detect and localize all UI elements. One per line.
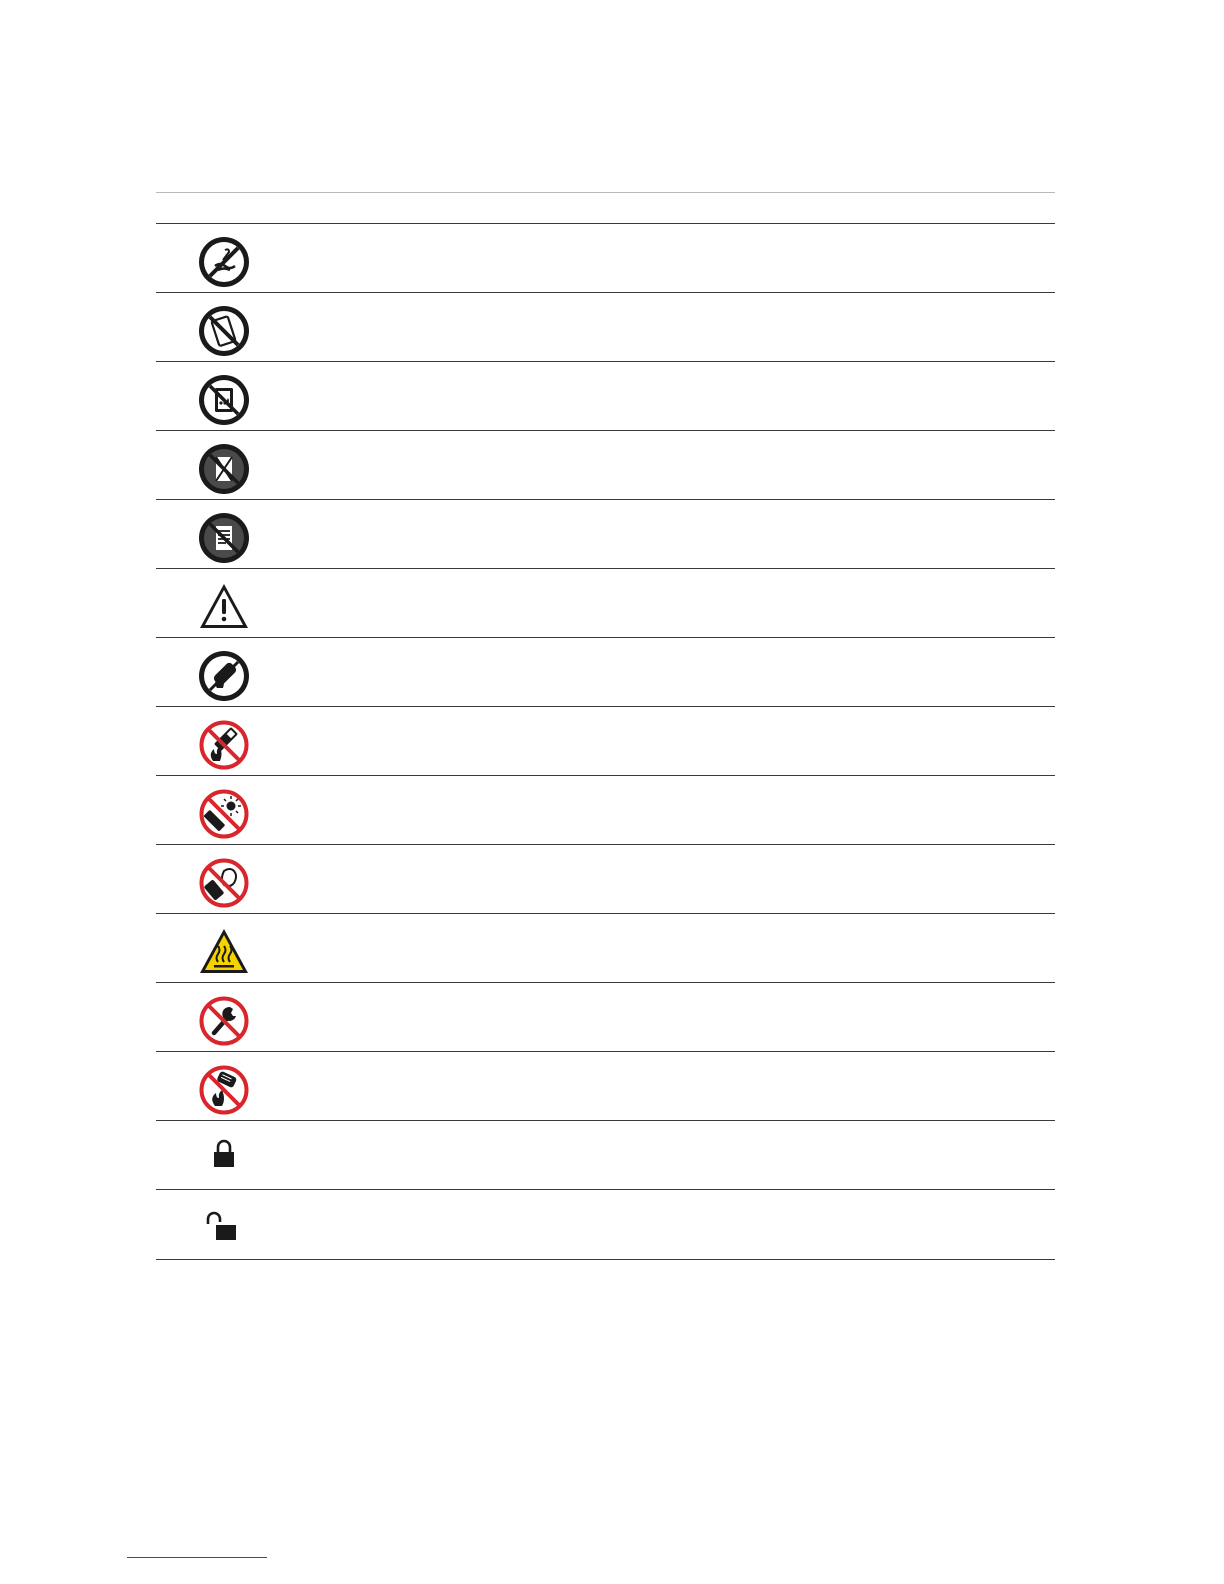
no-water-device-icon: [198, 374, 250, 426]
no-tool-wrench-red-icon: [198, 995, 250, 1047]
table-row: [156, 568, 1055, 637]
table-row: [156, 844, 1055, 913]
lock-closed-icon: [198, 1133, 250, 1185]
no-fire-device-red-icon: [198, 1064, 250, 1116]
safety-symbols-table: [156, 223, 1055, 1260]
lock-open-icon: [198, 1202, 250, 1254]
top-divider: [156, 192, 1055, 193]
no-paper-document-icon: [198, 512, 250, 564]
table-row: [156, 223, 1055, 292]
footer-link-underline: [127, 1557, 267, 1558]
no-fire-battery-icon: [198, 650, 250, 702]
no-fire-battery-red-icon: [198, 719, 250, 771]
hot-surface-caution-icon: [198, 926, 250, 978]
table-row: [156, 499, 1055, 568]
table-row: [156, 1051, 1055, 1120]
table-row: [156, 1189, 1055, 1260]
no-sunlight-battery-red-icon: [198, 788, 250, 840]
table-row: [156, 292, 1055, 361]
table-row: [156, 637, 1055, 706]
warning-triangle-icon: [198, 581, 250, 633]
no-drop-device-icon: [198, 305, 250, 357]
table-row: [156, 913, 1055, 982]
no-wet-hands-icon: [198, 443, 250, 495]
no-disassemble-circle-icon: [198, 236, 250, 288]
table-row: [156, 1120, 1055, 1189]
table-row: [156, 775, 1055, 844]
table-row: [156, 430, 1055, 499]
table-row: [156, 982, 1055, 1051]
no-touch-hand-red-icon: [198, 857, 250, 909]
table-row: [156, 361, 1055, 430]
table-row: [156, 706, 1055, 775]
